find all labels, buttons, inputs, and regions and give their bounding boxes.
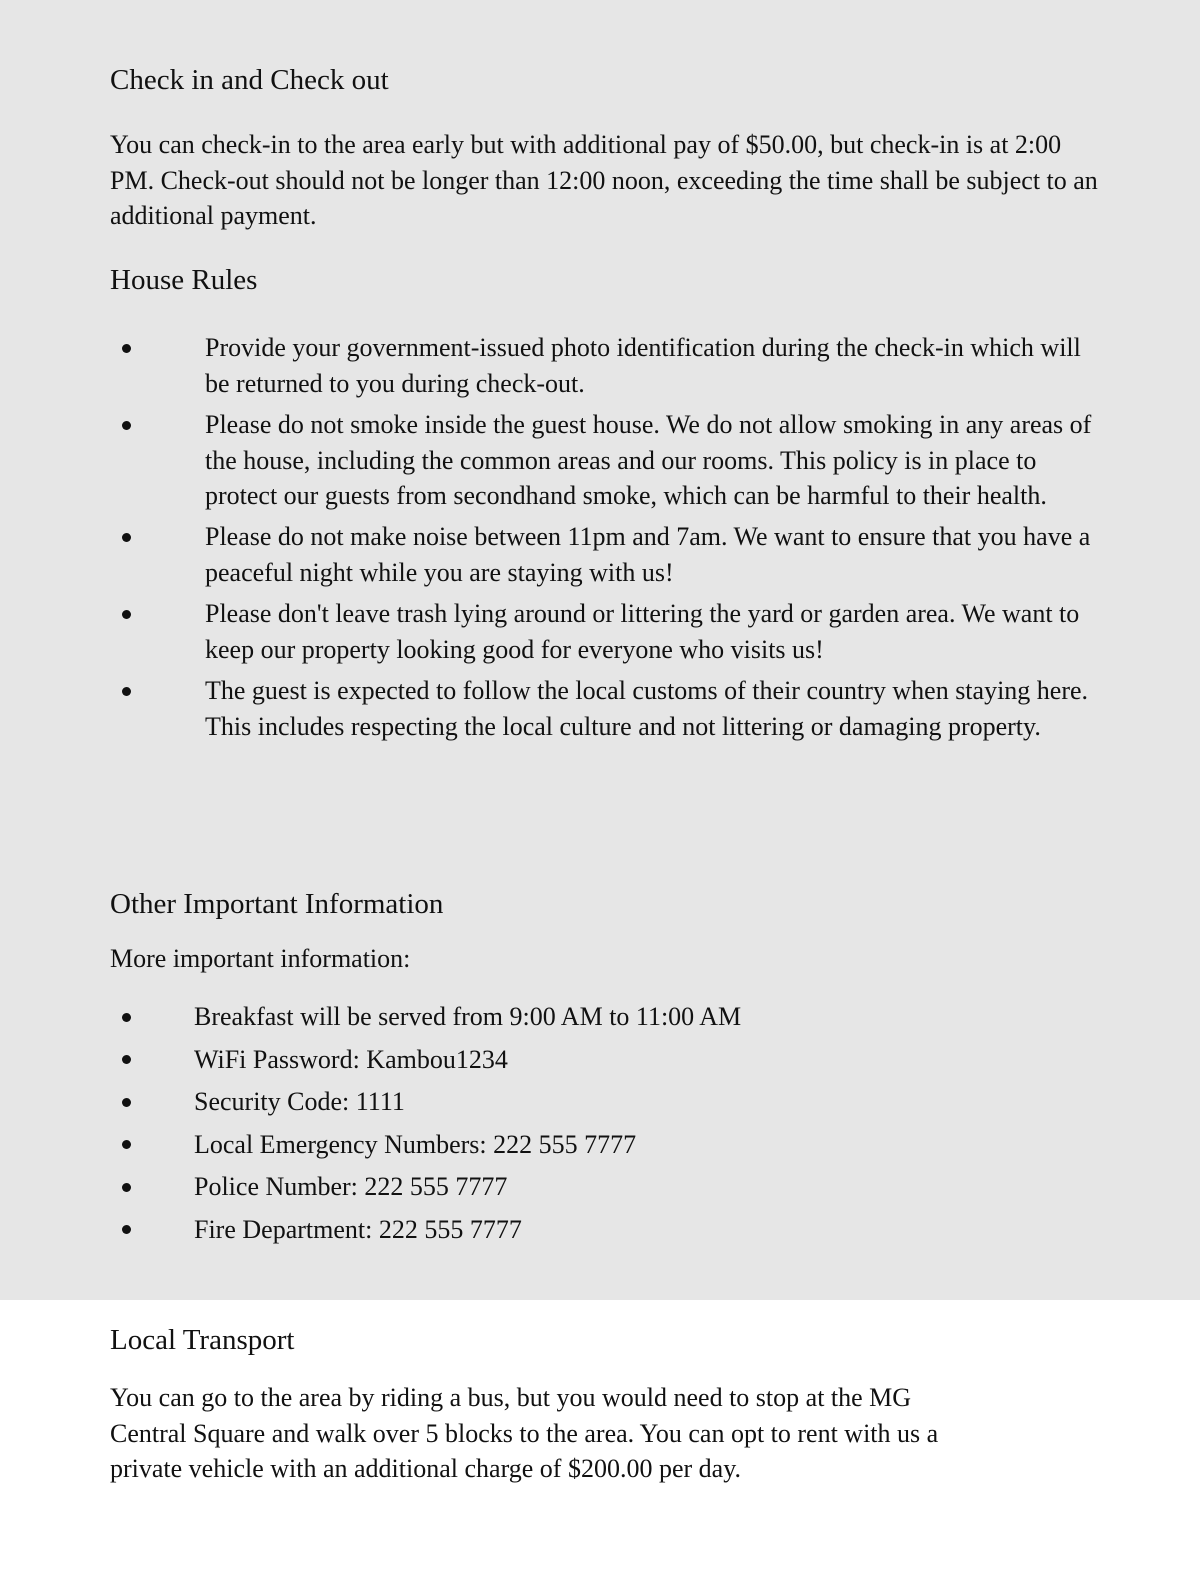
local-transport-heading: Local Transport (110, 1324, 295, 1356)
other-info-intro: More important information: (110, 944, 411, 973)
bullet-icon (112, 673, 140, 709)
other-info-list (112, 999, 1012, 1254)
other-info-heading: Other Important Information (110, 888, 444, 920)
bullet-icon (112, 1169, 140, 1205)
list-item: WiFi Password: Kambou1234 (112, 1042, 1012, 1085)
list-item: Local Emergency Numbers: 222 555 7777 (112, 1127, 1012, 1170)
bullet-icon (112, 1084, 140, 1120)
house-rules-heading: House Rules (110, 264, 258, 296)
bullet-icon (112, 999, 140, 1035)
bullet-icon (112, 1212, 140, 1248)
list-item: Please don't leave trash lying around or littering the yard or garden area. We want to keep our property looking good for everyone who visits us! (112, 596, 1107, 673)
list-item: Police Number: 222 555 7777 (112, 1169, 1012, 1212)
bullet-icon (112, 519, 140, 555)
list-item: Provide your government-issued photo identification during the check-in which will be returned to you during check-out. (112, 330, 1107, 407)
list-item: Security Code: 1111 (112, 1084, 1012, 1127)
house-rules-list (112, 330, 1107, 744)
checkin-body: You can check-in to the area early but with additional pay of $50.00, but check-in is at 2:00 PM. Check-out should not be longer than 12:00 noon, exceeding the time shall be subject to an additional payment. (110, 130, 1098, 230)
list-item: The guest is expected to follow the local customs of their country when staying here. This includes respecting the local culture and not littering or damaging property. (112, 673, 1107, 744)
list-item: Breakfast will be served from 9:00 AM to 11:00 AM (112, 999, 1012, 1042)
bullet-icon (112, 1042, 140, 1078)
list-item: Please do not smoke inside the guest house. We do not allow smoking in any areas of the house, including the common areas and our rooms. This policy is in place to protect our guests from secondhand smoke, which can be harmful to their health. (112, 407, 1107, 519)
list-item: Please do not make noise between 11pm and 7am. We want to ensure that you have a peaceful night while you are staying with us! (112, 519, 1107, 596)
bullet-icon (112, 330, 140, 366)
local-transport-body: You can go to the area by riding a bus, but you would need to stop at the MG Central Square and walk over 5 blocks to the area. You can opt to rent with us a private vehicle with an additional charge of $200.00 per day. (110, 1383, 939, 1483)
bullet-icon (112, 596, 140, 632)
checkin-heading: Check in and Check out (110, 64, 389, 96)
list-item: Fire Department: 222 555 7777 (112, 1212, 1012, 1255)
bullet-icon (112, 1127, 140, 1163)
local-transport-section (0, 1300, 1200, 1591)
bullet-icon (112, 407, 140, 443)
